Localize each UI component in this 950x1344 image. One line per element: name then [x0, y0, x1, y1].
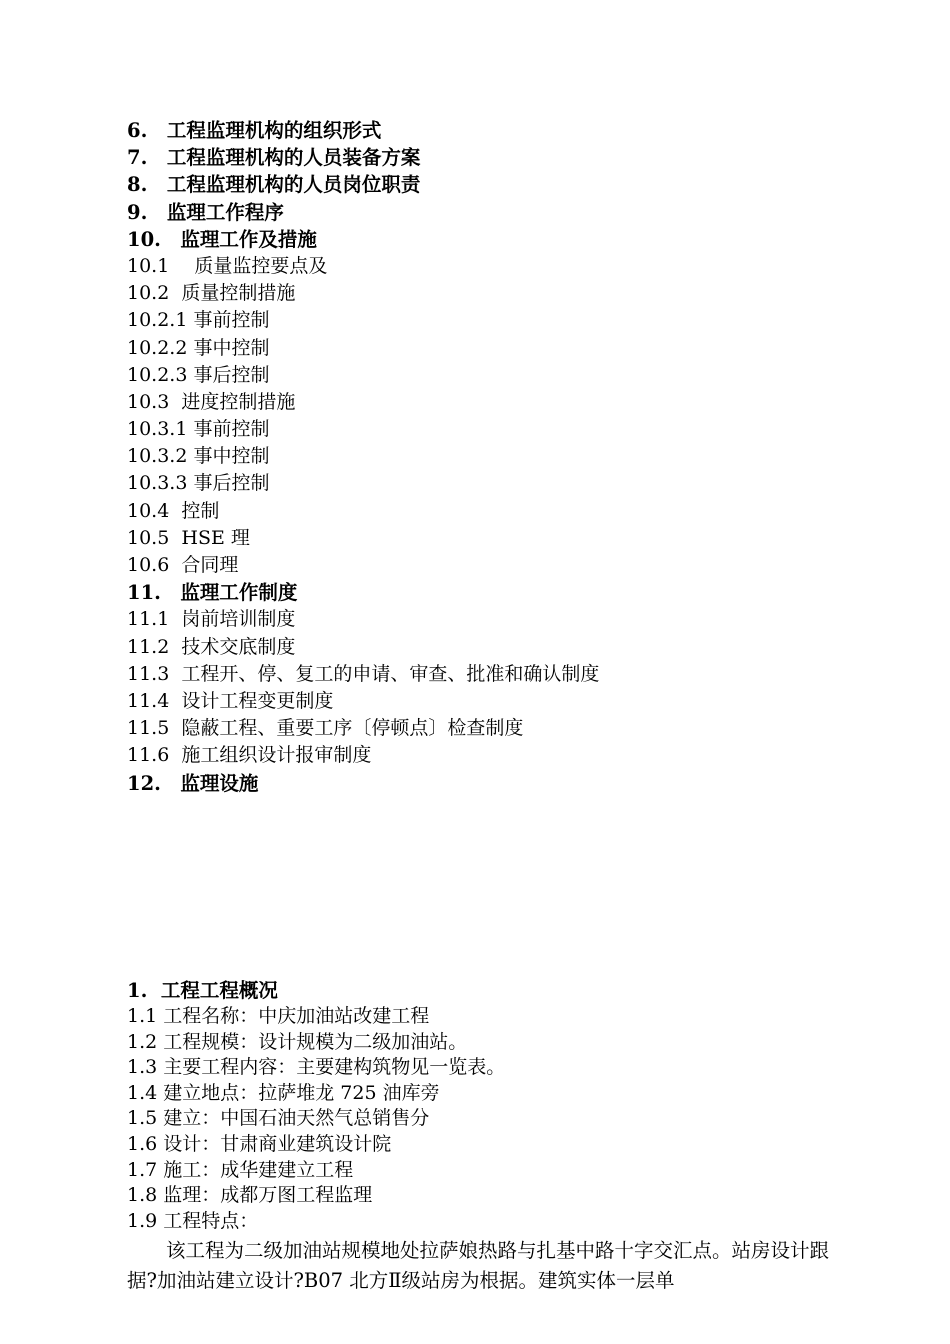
- toc-line: 11.4 设计工程变更制度: [127, 689, 334, 712]
- overview-line: 1.6 设计：甘肃商业建筑设计院: [127, 1132, 392, 1155]
- toc-line: 9. 监理工作程序: [127, 200, 284, 224]
- overview-line: 1.9 工程特点：: [127, 1209, 259, 1232]
- toc-line: 7. 工程监理机构的人员装备方案: [127, 146, 421, 170]
- overview-line: 1.4 建立地点：拉萨堆龙 725 油库旁: [127, 1081, 440, 1104]
- section-paragraph: 该工程为二级加油站规模地处拉萨娘热路与扎基中路十字交汇点。站房设计跟据?加油站建立设计?B07 北方Ⅱ级站房为根据。建筑实体一层单: [127, 1239, 830, 1293]
- toc-line: 11. 监理工作制度: [127, 581, 298, 605]
- toc-line: 10.3 进度控制措施: [127, 390, 296, 413]
- toc-line: 10.2.1 事前控制: [127, 309, 270, 332]
- toc-line: 10.2.3 事后控制: [127, 363, 270, 386]
- toc-line: 10.6 合同理: [127, 554, 239, 576]
- toc-line: 10.2.2 事中控制: [127, 336, 270, 359]
- overview-line: 1.8 监理：成都万图工程监理: [127, 1184, 373, 1207]
- toc-line: 10. 监理工作及措施: [127, 227, 317, 251]
- overview-line: 1.2 工程规模：设计规模为二级加油站。: [127, 1030, 468, 1053]
- toc-line: 10.3.3 事后控制: [127, 472, 270, 495]
- section-lines: [127, 1004, 847, 1234]
- toc-line: 10.3.2 事中控制: [127, 445, 270, 468]
- toc-line: 10.4 控制: [127, 499, 220, 522]
- overview-line: 1.7 施工：成华建建立工程: [127, 1158, 354, 1181]
- toc-line: 10.2 质量控制措施: [127, 282, 296, 305]
- toc-line: 11.6 施工组织设计报审制度: [127, 744, 372, 767]
- toc-line: 11.3 工程开、停、复工的申请、审查、批准和确认制度: [127, 662, 600, 685]
- toc-line: 10.5 HSE 理: [127, 526, 250, 549]
- overview-line: 1.3 主要工程内容：主要建构筑物见一览表。: [127, 1056, 506, 1079]
- toc-line: 11.1 岗前培训制度: [127, 608, 296, 631]
- section-title: 1. 工程工程概况: [127, 979, 278, 1002]
- table-of-contents: [127, 117, 887, 797]
- toc-line: 11.2 技术交底制度: [127, 635, 296, 658]
- toc-line: 12. 监理设施: [127, 771, 259, 795]
- toc-line: 8. 工程监理机构的人员岗位职责: [127, 173, 421, 197]
- toc-line: 11.5 隐蔽工程、重要工序〔停顿点〕检查制度: [127, 717, 524, 740]
- toc-line: 10.1 质量监控要点及: [127, 254, 328, 277]
- overview-line: 1.5 建立：中国石油天然气总销售分: [127, 1107, 430, 1130]
- toc-line: 6. 工程监理机构的组织形式: [127, 119, 382, 142]
- section-project-overview: [127, 977, 847, 1296]
- overview-line: 1.1 工程名称：中庆加油站改建工程: [127, 1005, 430, 1027]
- toc-line: 10.3.1 事前控制: [127, 418, 270, 441]
